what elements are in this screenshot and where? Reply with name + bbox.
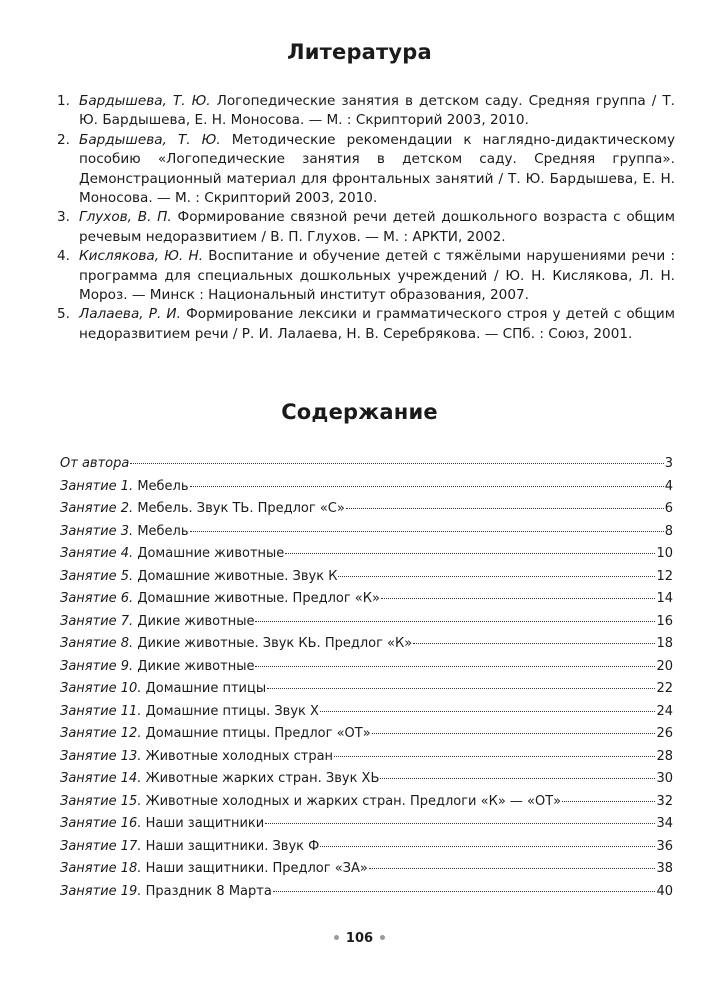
dot-leader [265,813,655,824]
dot-leader [413,633,655,644]
toc-entry[interactable] [60,543,673,566]
toc-entry[interactable] [60,858,673,881]
toc-entry-prefix: Занятие 8. [60,636,134,651]
toc-entry-page: 14 [656,591,673,606]
toc-entry-page: 8 [664,523,673,539]
toc-entry[interactable] [60,723,673,746]
toc-entry[interactable] [60,611,673,634]
bibliography-author: Лалаева, Р. И. [79,306,181,323]
toc-entry-title: Домашние птицы. Звук Х [141,703,319,719]
toc-entry-prefix: Занятие 15. [60,793,142,809]
bibliography-number: 4. [57,248,70,265]
dot-leader [338,566,655,577]
toc-entry-page: 10 [656,546,673,561]
toc-entry-prefix: Занятие 6. [60,591,134,606]
toc-entry[interactable] [60,588,673,611]
bibliography-text: Методические рекомендации к наглядно-дидактическому пособию «Логопедические занятия в детском саду. Средняя группа». Демонстрационный материал для фронтальных занятий / Т. Ю. Бардышева, Е. Н. Моносова. — М. : Скрипторий 2003, 2010. [79,131,675,207]
dot-leader [190,476,664,487]
toc-entry-title: Наши защитники [141,816,265,831]
toc-entry-prefix: Занятие 17. [60,838,142,854]
toc-entry-prefix: Занятие 5. [60,568,134,584]
toc-entry-title: Домашние птицы. Предлог «ОТ» [141,726,371,741]
toc-entry-prefix: Занятие 9. [60,658,134,674]
bibliography-text: Формирование связной речи детей дошкольного возраста с общим речевым недоразвитием / В. П. Глухов. — М. : АРКТИ, 2002. [79,209,675,245]
toc-entry-title: Мебель. Звук ТЬ. Предлог «С» [133,501,345,516]
toc-entry[interactable] [60,746,673,769]
toc-entry-prefix: Занятие 16. [60,816,142,831]
toc-entry-title: Животные жарких стран. Звук ХЬ [141,771,380,786]
toc-entry-prefix: Занятие 12. [60,726,142,741]
toc-entry-prefix: Занятие 10. [60,681,142,696]
toc-entry[interactable] [60,701,673,724]
toc-entry[interactable] [60,768,673,791]
toc-entry[interactable] [60,453,673,476]
toc-entry-title: Дикие животные [133,658,255,674]
dot-leader [334,746,655,757]
toc-entry-prefix: Занятие 3. [60,523,134,539]
table-of-contents [60,453,673,903]
dot-leader [130,453,663,464]
toc-entry[interactable] [60,656,673,679]
bibliography-text: Воспитание и обучение детей с тяжёлыми нарушениями речи : программа для специальных дошкольных учреждений / Ю. Н. Кислякова, Л. Н. Мороз. — Минск : Национальный институт образования, 2007. [79,248,675,304]
toc-entry-page: 30 [656,771,673,786]
dot-leader [562,791,655,802]
toc-entry-title: Животные холодных стран [141,748,334,764]
toc-entry[interactable] [60,498,673,521]
toc-entry-title: Дикие животные. Звук КЬ. Предлог «К» [133,636,413,651]
dot-leader [190,521,664,532]
toc-entry[interactable] [60,791,673,814]
dot-leader [320,836,655,847]
dot-leader [255,656,655,667]
literature-title: Литература [287,40,432,64]
toc-entry[interactable] [60,633,673,656]
dot-leader [267,678,655,689]
toc-entry-page: 20 [656,658,673,674]
bibliography-item [57,247,675,305]
dot-leader [381,588,656,599]
toc-entry[interactable] [60,521,673,544]
bibliography-author: Глухов, В. П. [79,209,172,226]
toc-entry-prefix: Занятие 1. [60,478,134,494]
bibliography-author: Кислякова, Ю. Н. [79,248,204,265]
dot-leader [320,701,656,712]
toc-entry-page: 24 [656,703,673,719]
bullet-dot-icon [380,935,385,940]
page-number: 106 [345,931,374,946]
bibliography-number: 5. [57,306,70,323]
toc-entry-title: Домашние животные. Звук К [133,568,338,584]
bibliography-number: 1. [57,93,70,109]
toc-entry-page: 16 [656,613,673,629]
toc-entry-prefix: Занятие 11. [60,703,142,719]
page-footer [0,931,719,946]
dot-leader [372,723,656,734]
toc-entry[interactable] [60,813,673,836]
bibliography-text: Логопедические занятия в детском саду. Средняя группа / Т. Ю. Бардышева, Е. Н. Моносова. — М. : Скрипторий 2003, 2010. [79,93,675,129]
toc-entry[interactable] [60,836,673,859]
toc-entry-prefix: От автора [60,456,130,471]
bibliography-item [57,305,675,344]
toc-entry-page: 18 [656,636,673,651]
dot-leader [255,611,655,622]
toc-entry-prefix: Занятие 14. [60,771,142,786]
toc-entry[interactable] [60,678,673,701]
toc-entry-title: Домашние птицы [141,681,267,696]
toc-entry-page: 22 [656,681,673,696]
toc-entry-title: Животные холодных и жарких стран. Предлоги «К» — «ОТ» [141,793,562,809]
toc-entry-page: 4 [664,478,673,494]
toc-entry-page: 12 [656,568,673,584]
toc-entry-page: 6 [664,501,673,516]
bullet-dot-icon [334,935,339,940]
bibliography-item [57,131,675,209]
toc-entry-title: Наши защитники. Предлог «ЗА» [141,861,368,876]
toc-entry-page: 36 [656,838,673,854]
toc-entry[interactable] [60,476,673,499]
bibliography-item [57,208,675,247]
toc-entry-prefix: Занятие 2. [60,501,134,516]
toc-entry-title: Домашние животные. Предлог «К» [133,591,380,606]
toc-entry-page: 26 [656,726,673,741]
toc-entry-page: 34 [656,816,673,831]
dot-leader [380,768,655,779]
toc-entry-page: 32 [656,793,673,809]
toc-entry-page: 28 [656,748,673,764]
toc-entry-title: Мебель [133,523,189,539]
toc-entry-page: 3 [664,456,673,471]
toc-entry-prefix: Занятие 7. [60,613,134,629]
toc-entry-page: 40 [656,883,673,899]
bibliography-number: 2. [57,131,70,148]
toc-entry-title: Праздник 8 Марта [141,883,272,899]
bibliography-item [57,92,675,131]
toc-entry-title: Домашние животные [133,546,285,561]
toc-entry-prefix: Занятие 18. [60,861,142,876]
toc-entry-prefix: Занятие 19. [60,883,142,899]
dot-leader [369,858,656,869]
toc-entry-title: Дикие животные [133,613,255,629]
dot-leader [346,498,664,509]
dot-leader [285,543,655,554]
toc-entry-prefix: Занятие 13. [60,748,142,764]
toc-entry-title: Наши защитники. Звук Ф [141,838,320,854]
toc-entry[interactable] [60,881,673,904]
dot-leader [273,881,656,892]
bibliography-author: Бардышева, Т. Ю. [79,131,221,148]
toc-entry-page: 38 [656,861,673,876]
bibliography-list [57,92,675,344]
bibliography-author: Бардышева, Т. Ю. [79,93,211,109]
bibliography-number: 3. [57,209,70,226]
toc-entry[interactable] [60,566,673,589]
contents-title: Содержание [281,400,438,424]
toc-entry-prefix: Занятие 4. [60,546,134,561]
bibliography-text: Формирование лексики и грамматического строя у детей с общим недоразвитием речи / Р. И. Лалаева, Н. В. Серебрякова. — СПб. : Союз, 2001. [79,306,676,342]
toc-entry-title: Мебель [133,478,189,494]
